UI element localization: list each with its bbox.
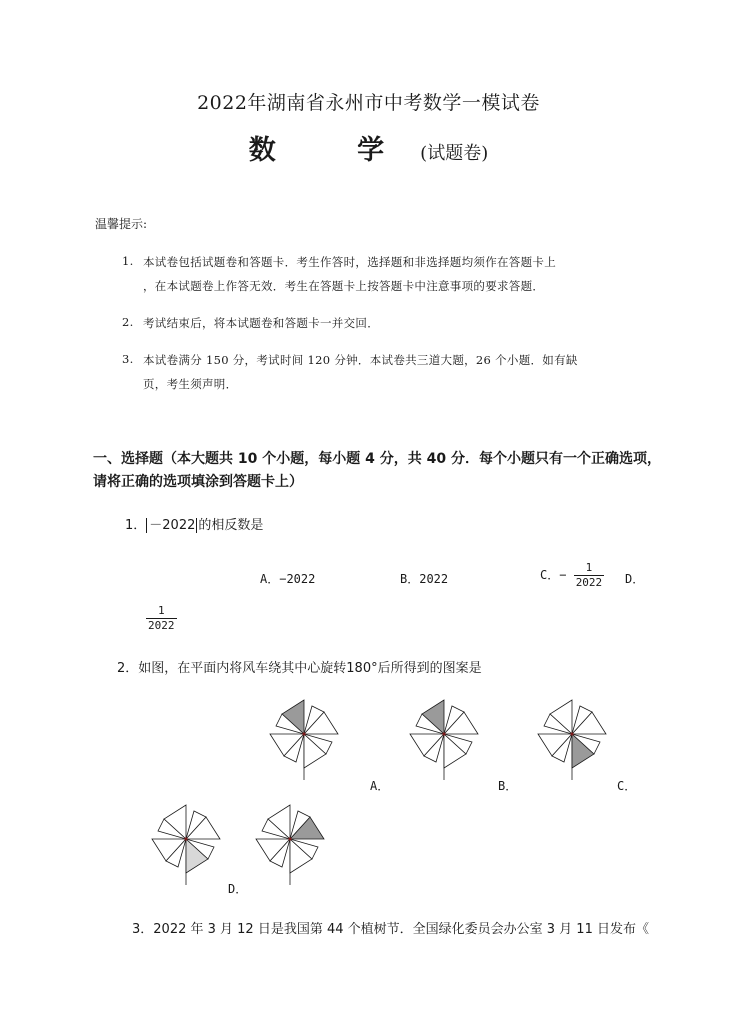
question-3: 3．2022 年 3 月 12 日是我国第 44 个植树节．全国绿化委员会办公室 3 月 11 日发布《	[132, 922, 649, 937]
q1-option-d-numerator: 1	[157, 604, 165, 617]
q1-option-c	[540, 561, 604, 590]
q1-option-d-label: D．	[625, 572, 645, 586]
subject-name: 数 学	[248, 135, 421, 166]
q1-option-c-prefix: C．−	[540, 568, 567, 582]
q1-stem: 的相反数是	[198, 518, 264, 533]
question-2: 2．如图，在平面内将风车绕其中心旋转180°后所得到的图案是	[117, 661, 482, 676]
q1-option-c-fraction	[574, 561, 605, 590]
exam-subtitle	[0, 128, 737, 167]
q1-option-d-fraction	[146, 604, 177, 633]
section-1-line2: 请将正确的选项填涂到答题卡上）	[93, 474, 303, 490]
subject-suffix: (试题卷)	[420, 143, 489, 164]
q2-label-c: C．	[617, 779, 637, 793]
exam-title: 2022年湖南省永州市中考数学一模试卷	[197, 92, 540, 114]
tip-2-num: 2.	[122, 315, 134, 329]
tip-1-num: 1.	[122, 254, 134, 268]
tips-heading: 温馨提示:	[95, 217, 148, 231]
tip-3-num: 3.	[122, 352, 134, 366]
tip-3-line1: 本试卷满分 150 分，考试时间 120 分钟．本试卷共三道大题，26 个小题．如有缺	[143, 353, 578, 367]
q1-option-d-denominator: 2022	[148, 619, 175, 632]
q1-option-c-numerator: 1	[585, 561, 593, 574]
q2-label-a: A．	[370, 779, 390, 793]
q2-label-d: D．	[228, 882, 248, 896]
pinwheel-c	[142, 795, 232, 887]
tip-2-line1: 考试结束后，将本试题卷和答题卡一并交回．	[143, 316, 379, 330]
q2-label-b: B．	[498, 779, 518, 793]
q1-number: 1．	[125, 518, 147, 533]
tip-3-line2: 页，考生须声明．	[143, 377, 238, 391]
pinwheel-original	[260, 690, 350, 782]
q1-option-a: A．−2022	[260, 572, 316, 586]
question-1	[125, 514, 263, 533]
tip-1-line1: 本试卷包括试题卷和答题卡．考生作答时，选择题和非选择题均须作在答题卡上	[143, 255, 556, 269]
q1-abs-value: －2022	[146, 518, 197, 533]
tip-1-line2: ，在本试题卷上作答无效．考生在答题卡上按答题卡中注意事项的要求答题．	[143, 279, 545, 293]
pinwheel-b	[528, 690, 618, 782]
pinwheel-a	[400, 690, 490, 782]
q1-option-c-denominator: 2022	[575, 576, 603, 589]
section-1-line1: 一、选择题（本大题共 10 个小题，每小题 4 分，共 40 分．每个小题只有一个正确选项，	[93, 451, 661, 467]
pinwheel-d	[246, 795, 336, 887]
q1-option-b: B．2022	[400, 572, 449, 586]
